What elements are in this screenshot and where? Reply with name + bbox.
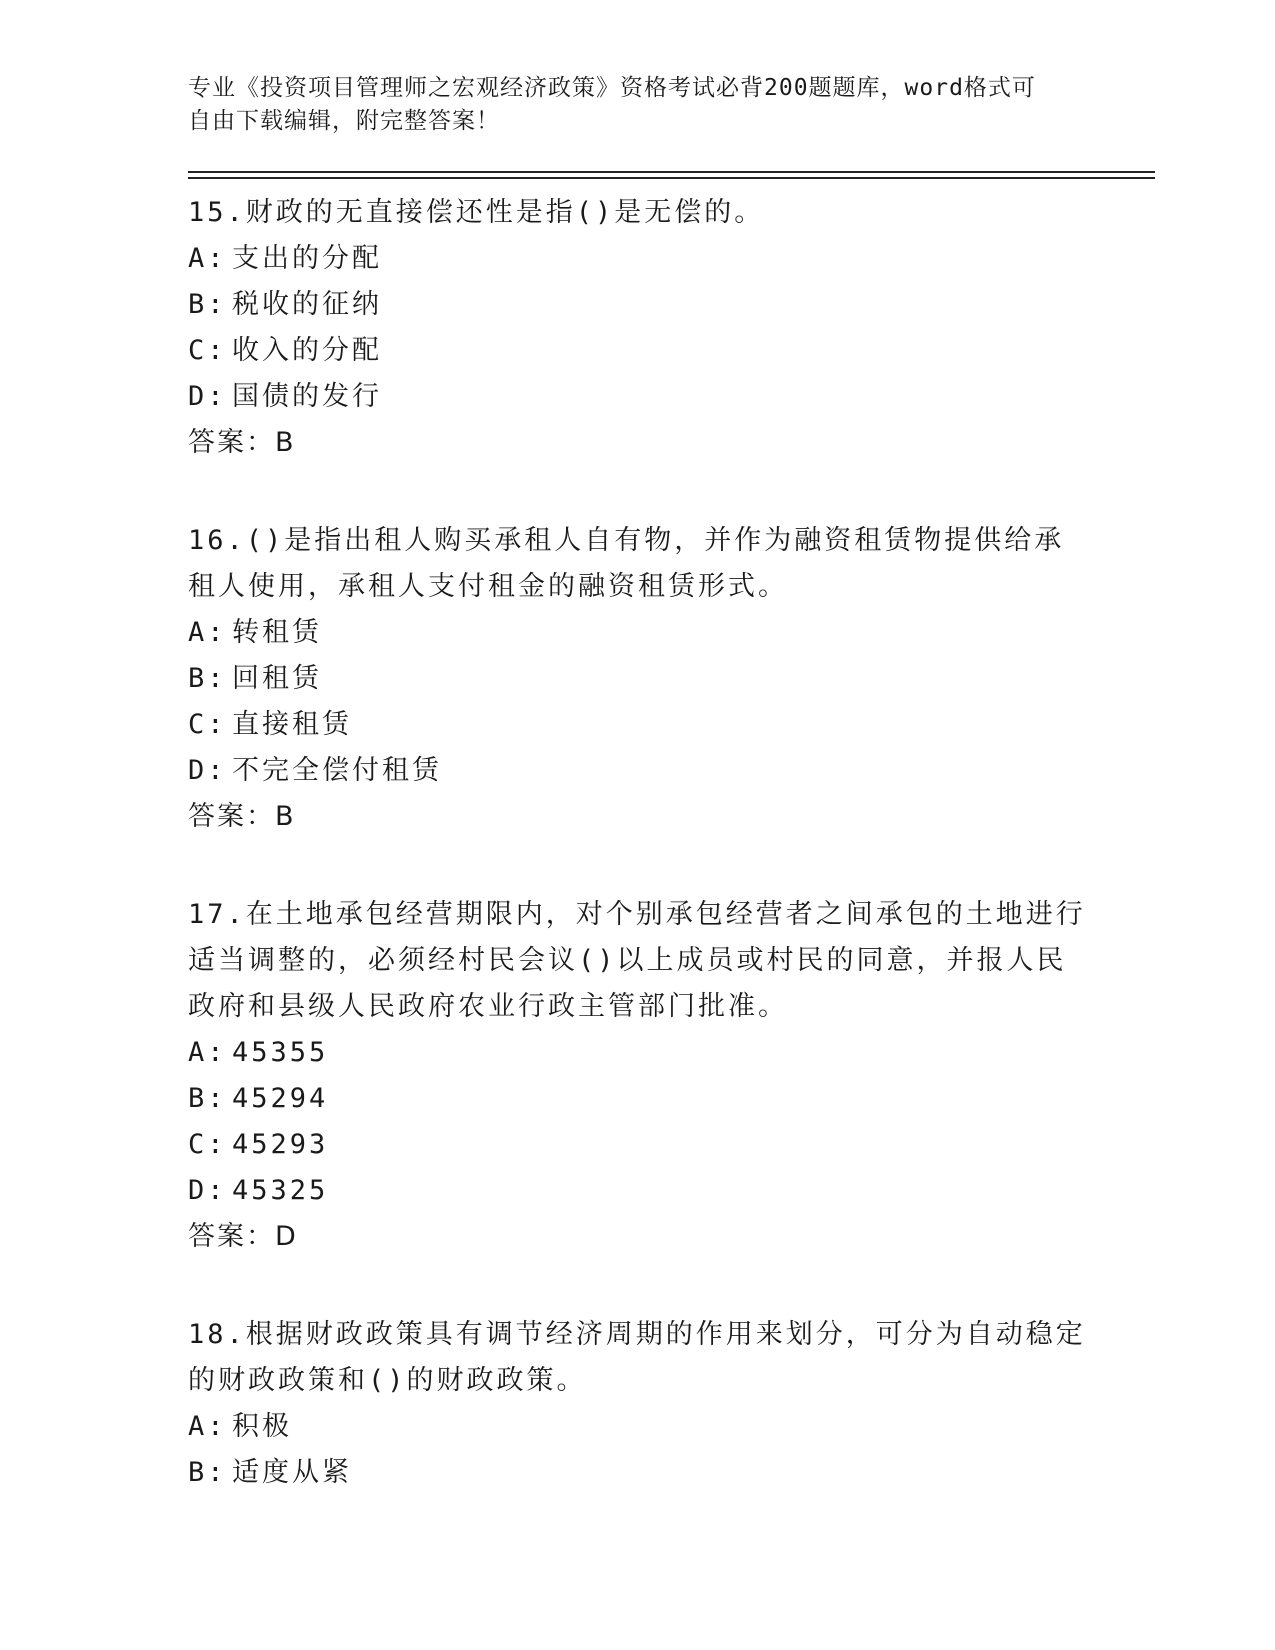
option-letter: A:	[188, 1037, 227, 1068]
option-text: 45325	[232, 1175, 329, 1206]
answer: 答案：B	[188, 801, 296, 832]
option-b	[188, 282, 1088, 328]
option-text: 45293	[232, 1129, 329, 1160]
option-letter: A:	[188, 1411, 227, 1442]
option-letter: B:	[188, 1457, 227, 1488]
option-text: 收入的分配	[232, 335, 382, 366]
answer: 答案：D	[188, 1221, 298, 1252]
question-text: 15.财政的无直接偿还性是指()是无偿的。	[188, 197, 765, 228]
question-17	[188, 892, 1088, 1260]
question-list	[188, 190, 1088, 1548]
option-letter: A:	[188, 617, 227, 648]
question-18	[188, 1312, 1088, 1496]
option-letter: C:	[188, 1129, 227, 1160]
option-letter: A:	[188, 243, 227, 274]
option-text: 税收的征纳	[232, 289, 382, 320]
option-a	[188, 1030, 1088, 1076]
question-text: 16.()是指出租人购买承租人自有物，并作为融资租赁物提供给承租人使用，承租人支付租金的融资租赁形式。	[188, 525, 1065, 602]
option-a	[188, 610, 1088, 656]
option-text: 国债的发行	[232, 381, 382, 412]
option-text: 不完全偿付租赁	[232, 755, 442, 786]
option-letter: D:	[188, 381, 227, 412]
option-a	[188, 1404, 1088, 1450]
document-header	[188, 72, 1088, 138]
option-b	[188, 1450, 1088, 1496]
option-text: 直接租赁	[232, 709, 352, 740]
option-letter: D:	[188, 755, 227, 786]
header-line-1: 专业《投资项目管理师之宏观经济政策》资格考试必背200题题库，word格式可	[188, 75, 1036, 101]
header-line-2: 自由下载编辑，附完整答案！	[188, 108, 500, 134]
question-16	[188, 518, 1088, 840]
option-b	[188, 656, 1088, 702]
option-d	[188, 374, 1088, 420]
question-15	[188, 190, 1088, 466]
option-a	[188, 236, 1088, 282]
option-c	[188, 328, 1088, 374]
option-text: 积极	[232, 1411, 292, 1442]
option-text: 回租赁	[232, 663, 322, 694]
option-d	[188, 1168, 1088, 1214]
option-letter: B:	[188, 663, 227, 694]
option-letter: C:	[188, 335, 227, 366]
answer: 答案：B	[188, 427, 296, 458]
question-text: 17.在土地承包经营期限内，对个别承包经营者之间承包的土地进行适当调整的，必须经村民会议()以上成员或村民的同意，并报人民政府和县级人民政府农业行政主管部门批准。	[188, 899, 1086, 1022]
header-divider-top	[188, 171, 1155, 173]
header-divider-bottom	[188, 177, 1155, 179]
option-b	[188, 1076, 1088, 1122]
option-text: 45294	[232, 1083, 329, 1114]
option-d	[188, 748, 1088, 794]
option-letter: C:	[188, 709, 227, 740]
option-letter: B:	[188, 1083, 227, 1114]
option-c	[188, 702, 1088, 748]
option-text: 适度从紧	[232, 1457, 352, 1488]
option-letter: B:	[188, 289, 227, 320]
option-c	[188, 1122, 1088, 1168]
option-text: 45355	[232, 1037, 329, 1068]
question-text: 18.根据财政政策具有调节经济周期的作用来划分，可分为自动稳定的财政政策和()的财政政策。	[188, 1319, 1086, 1396]
option-text: 转租赁	[232, 617, 322, 648]
option-letter: D:	[188, 1175, 227, 1206]
option-text: 支出的分配	[232, 243, 382, 274]
